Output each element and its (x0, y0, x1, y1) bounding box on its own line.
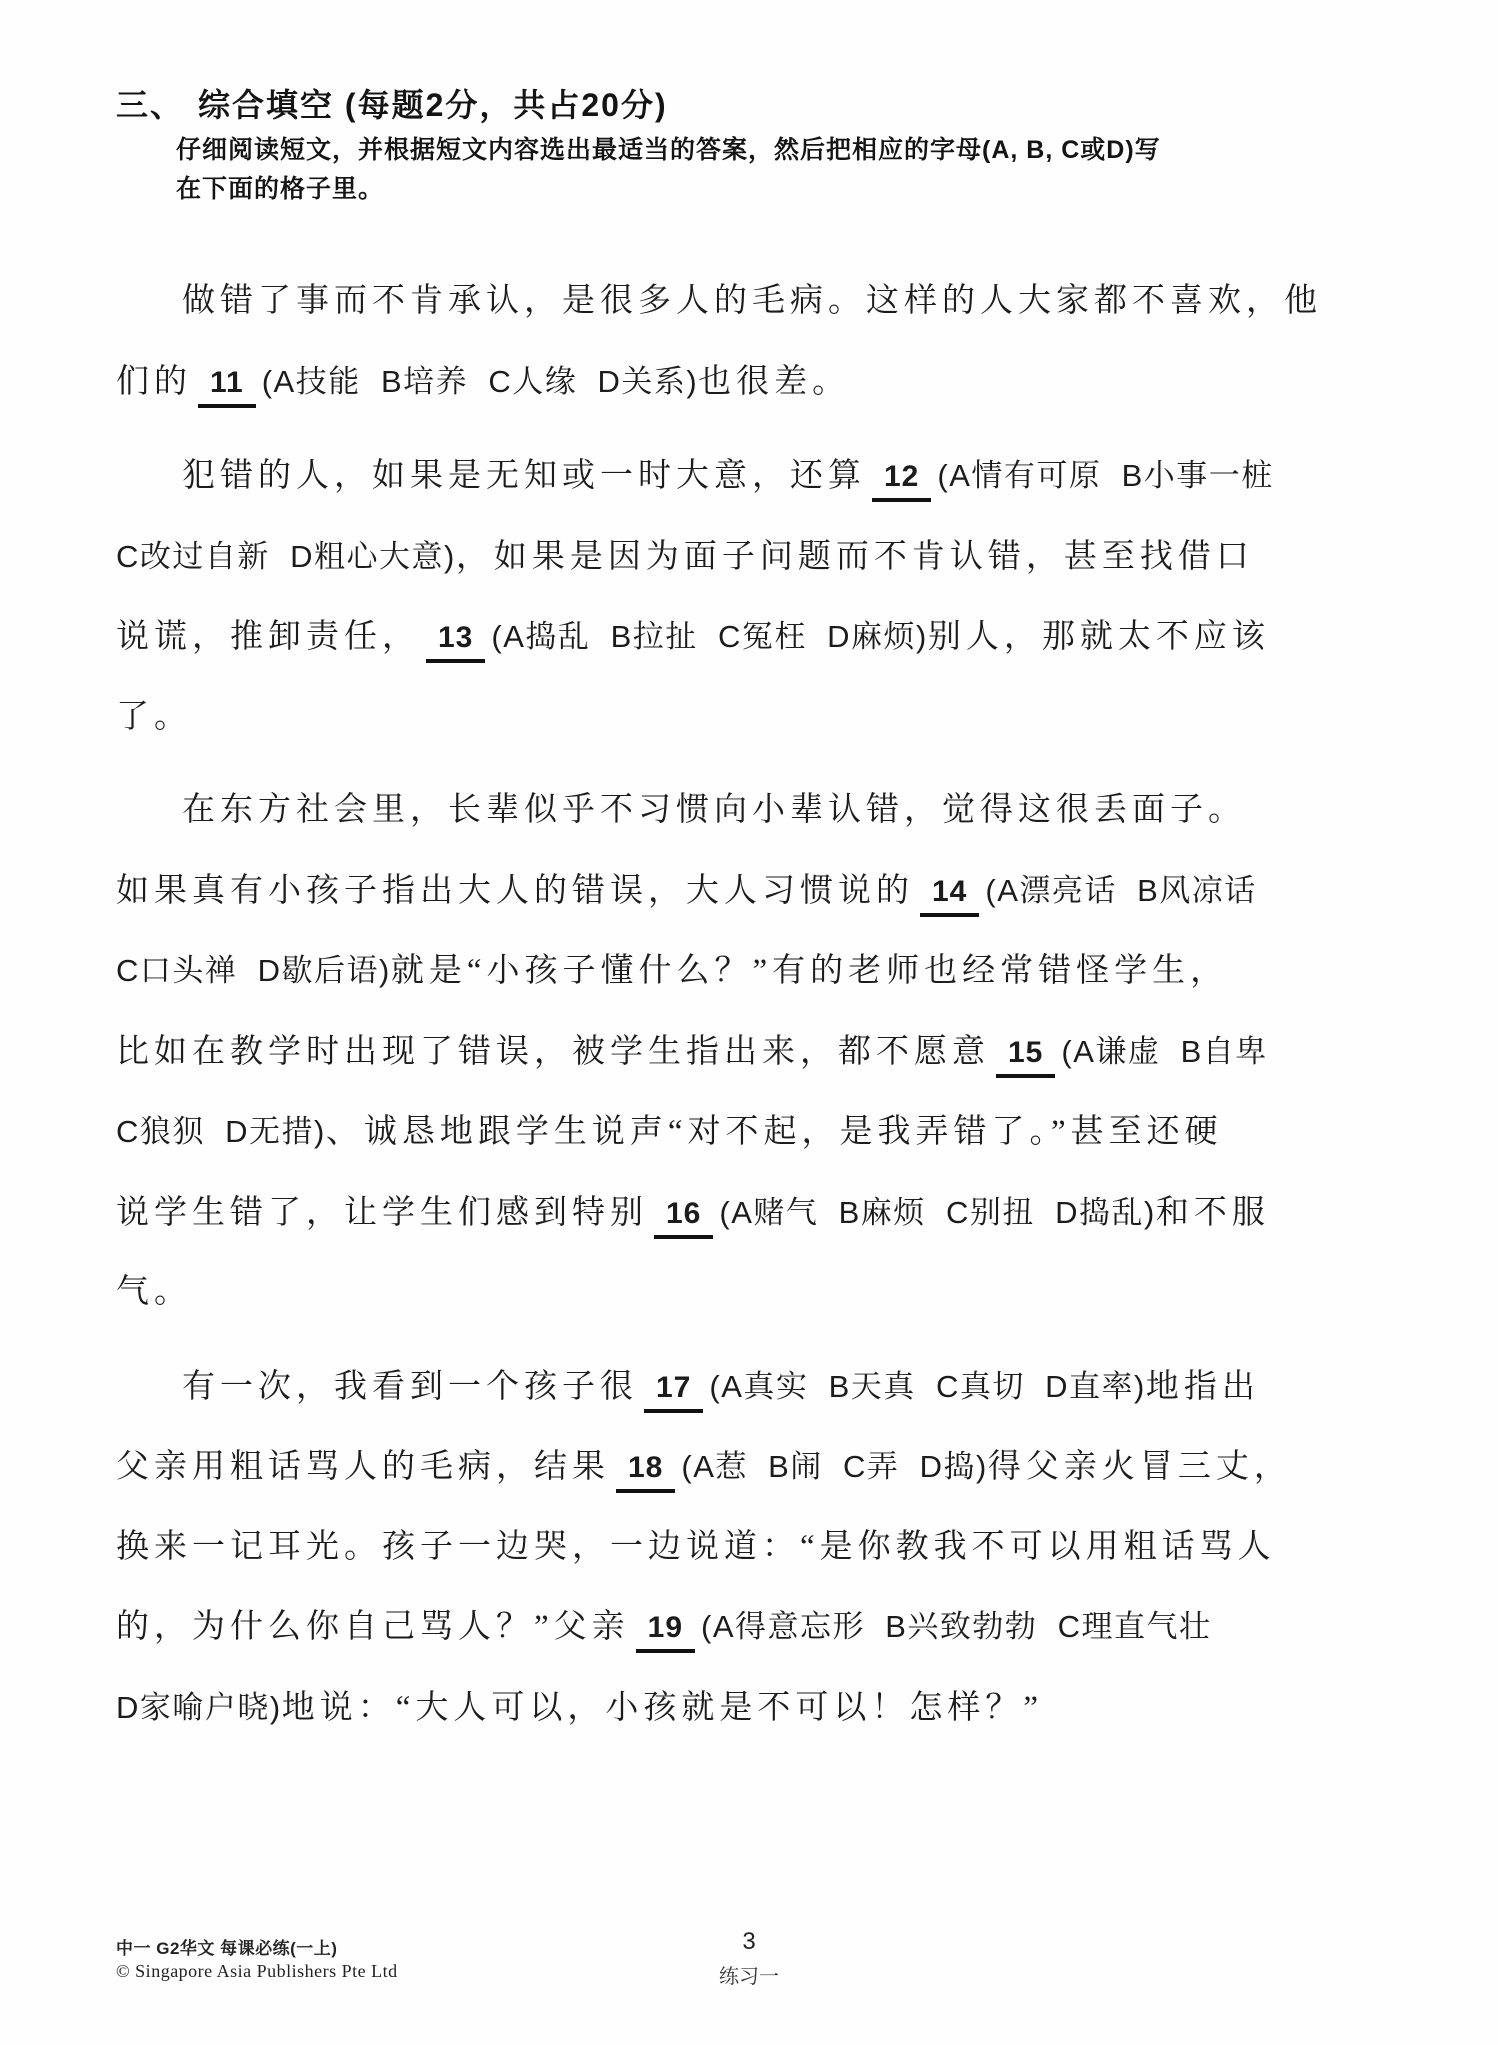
options-group: (A技能 B培养 C人缘 D关系) (261, 363, 699, 399)
passage (116, 262, 1406, 1762)
section-title: 综合填空 (每题2分，共占20分) (198, 87, 668, 123)
passage-text: 地指出 (1145, 1368, 1260, 1405)
passage-text: ，如果是因为面子问题而不肯认错，甚至找借口 (455, 538, 1254, 575)
passage-paragraph (116, 1347, 1406, 1749)
passage-line (116, 771, 1406, 851)
passage-text: 地说：“大人可以，小孩就是不可以！怎样？” (281, 1689, 1044, 1726)
passage-text: 、诚恳地跟学生说声“对不起，是我弄错了。”甚至还硬 (325, 1114, 1223, 1150)
blank-number: 15 (996, 1033, 1055, 1078)
exercise-label: 练习一 (719, 1966, 779, 1988)
options-group: (A漂亮话 B风凉话 (985, 872, 1257, 908)
passage-line (116, 678, 1406, 758)
blank-number: 18 (616, 1448, 675, 1493)
passage-line (116, 851, 1406, 932)
passage-text: 犯错的人，如果是无知或一时大意，还算 (182, 458, 866, 494)
passage-text: 就是“小孩子懂什么？”有的老师也经常错怪学生， (390, 953, 1229, 989)
passage-paragraph (116, 262, 1406, 422)
options-group: (A得意忘形 B兴致勃勃 C理直气壮 (701, 1609, 1212, 1644)
passage-line (116, 1427, 1406, 1508)
passage-line (116, 931, 1406, 1012)
options-group: (A真实 B天真 C真切 D直率) (709, 1368, 1146, 1404)
passage-line (116, 262, 1406, 342)
passage-text: 别人，那就太不应该 (927, 619, 1270, 655)
passage-line (116, 517, 1406, 598)
passage-line (116, 1347, 1406, 1428)
passage-line (116, 1668, 1406, 1749)
footer-series-title: 中一 G2华文 每课必练(一上) (116, 1939, 338, 1958)
footer-publisher: © Singapore Asia Publishers Pte Ltd (116, 1961, 398, 1981)
instruction-line: 仔细阅读短文，并根据短文内容选出最适当的答案，然后把相应的字母(A, B, C或D)写 (176, 136, 1161, 164)
blank-number: 12 (872, 457, 931, 502)
page-number: 3 (742, 1928, 756, 1955)
passage-paragraph (116, 771, 1406, 1333)
options-group: (A赌气 B麻烦 C别扭 D捣乱) (719, 1194, 1156, 1230)
instructions (176, 131, 1161, 209)
passage-line (116, 436, 1406, 517)
passage-line (116, 342, 1406, 423)
options-group: D家喻户晓) (116, 1689, 282, 1725)
options-group: C狼狈 D无措) (116, 1114, 326, 1149)
passage-line (116, 1173, 1406, 1254)
options-group: (A谦虚 B自卑 (1061, 1033, 1268, 1069)
passage-text: 父亲用粗话骂人的毛病，结果 (116, 1449, 610, 1485)
passage-line (116, 1587, 1406, 1668)
options-group: (A情有可原 B小事一桩 (937, 458, 1274, 493)
passage-line (116, 1253, 1406, 1333)
blank-number: 19 (636, 1608, 695, 1653)
passage-paragraph (116, 436, 1406, 757)
passage-line (116, 1508, 1406, 1588)
blank-number: 13 (426, 618, 485, 663)
options-group: (A捣乱 B拉扯 C冤枉 D麻烦) (491, 619, 928, 654)
passage-text: 说谎，推卸责任， (116, 619, 420, 655)
passage-text: 了。 (116, 698, 192, 735)
instruction-line: 在下面的格子里。 (176, 175, 385, 203)
passage-text: 和不服 (1155, 1194, 1270, 1231)
passage-text: 也很差。 (698, 363, 851, 400)
section-number: 三、 (116, 87, 185, 123)
passage-text: 气。 (116, 1274, 192, 1310)
passage-line (116, 597, 1406, 678)
passage-text: 在东方社会里，长辈似乎不习惯向小辈认错，觉得这很丢面子。 (182, 792, 1246, 828)
blank-number: 17 (644, 1368, 703, 1413)
passage-text: 有一次，我看到一个孩子很 (182, 1368, 638, 1405)
section-heading (116, 80, 668, 126)
passage-text: 比如在教学时出现了错误，被学生指出来，都不愿意 (116, 1033, 990, 1070)
footer-center (0, 1928, 1498, 1989)
options-group: C改过自新 D粗心大意) (116, 538, 456, 574)
blank-number: 11 (198, 363, 256, 408)
passage-text: 说学生错了，让学生们感到特别 (116, 1194, 648, 1231)
passage-line (116, 1092, 1406, 1173)
passage-text: 们的 (116, 363, 192, 400)
passage-text: 得父亲火冒三丈， (987, 1449, 1292, 1485)
passage-text: 如果真有小孩子指出大人的错误，大人习惯说的 (116, 872, 914, 909)
blank-number: 16 (654, 1194, 713, 1239)
passage-text: 换来一记耳光。孩子一边哭，一边说道：“是你教我不可以用粗话骂人 (116, 1528, 1276, 1565)
options-group: (A惹 B闹 C弄 D捣) (681, 1449, 988, 1484)
passage-text: 做错了事而不肯承认，是很多人的毛病。这样的人大家都不喜欢，他 (182, 283, 1322, 319)
passage-line (116, 1012, 1406, 1093)
blank-number: 14 (920, 872, 979, 917)
options-group: C口头禅 D歇后语) (116, 953, 391, 988)
passage-text: 的，为什么你自己骂人？”父亲 (116, 1609, 630, 1645)
